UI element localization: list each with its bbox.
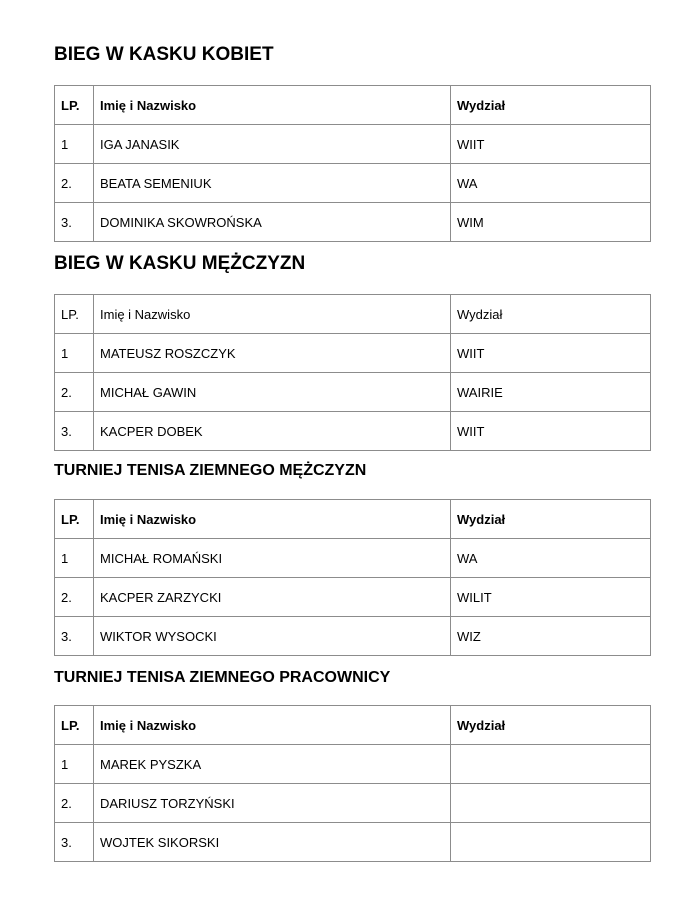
cell-faculty: WA bbox=[451, 539, 651, 578]
header-faculty: Wydział bbox=[451, 500, 651, 539]
cell-faculty bbox=[451, 784, 651, 823]
cell-name: MICHAŁ ROMAŃSKI bbox=[94, 539, 451, 578]
section-staff-tennis bbox=[54, 669, 650, 850]
cell-lp: 1 bbox=[55, 334, 94, 373]
section-title: BIEG W KASKU MĘŻCZYZN bbox=[54, 253, 306, 274]
table-row bbox=[55, 745, 651, 784]
table-row bbox=[55, 373, 651, 412]
section-men-helmet-run bbox=[54, 253, 650, 439]
cell-lp: 3. bbox=[55, 823, 94, 862]
cell-faculty: WIZ bbox=[451, 617, 651, 656]
cell-lp: 2. bbox=[55, 578, 94, 617]
table-row bbox=[55, 125, 651, 164]
cell-lp: 1 bbox=[55, 745, 94, 784]
cell-faculty: WAIRIE bbox=[451, 373, 651, 412]
results-table bbox=[54, 294, 651, 451]
header-name: Imię i Nazwisko bbox=[94, 295, 451, 334]
results-table bbox=[54, 85, 651, 242]
table-row bbox=[55, 412, 651, 451]
table-row bbox=[55, 203, 651, 242]
cell-name: BEATA SEMENIUK bbox=[94, 164, 451, 203]
cell-name: WIKTOR WYSOCKI bbox=[94, 617, 451, 656]
cell-name: IGA JANASIK bbox=[94, 125, 451, 164]
table-row bbox=[55, 334, 651, 373]
section-women-helmet-run bbox=[54, 44, 650, 230]
header-name: Imię i Nazwisko bbox=[94, 500, 451, 539]
section-title: BIEG W KASKU KOBIET bbox=[54, 44, 274, 65]
results-table bbox=[54, 705, 651, 862]
cell-name: MAREK PYSZKA bbox=[94, 745, 451, 784]
cell-name: DARIUSZ TORZYŃSKI bbox=[94, 784, 451, 823]
table-header-row bbox=[55, 295, 651, 334]
table-header-row bbox=[55, 86, 651, 125]
cell-lp: 2. bbox=[55, 164, 94, 203]
section-title: TURNIEJ TENISA ZIEMNEGO MĘŻCZYZN bbox=[54, 462, 367, 479]
table-row bbox=[55, 164, 651, 203]
cell-faculty: WIIT bbox=[451, 125, 651, 164]
cell-faculty: WIM bbox=[451, 203, 651, 242]
table-row bbox=[55, 617, 651, 656]
table-header-row bbox=[55, 500, 651, 539]
cell-faculty: WIIT bbox=[451, 412, 651, 451]
cell-name: DOMINIKA SKOWROŃSKA bbox=[94, 203, 451, 242]
cell-name: WOJTEK SIKORSKI bbox=[94, 823, 451, 862]
section-title: TURNIEJ TENISA ZIEMNEGO PRACOWNICY bbox=[54, 669, 391, 686]
section-men-tennis bbox=[54, 462, 650, 644]
header-faculty: Wydział bbox=[451, 706, 651, 745]
cell-faculty bbox=[451, 823, 651, 862]
cell-lp: 2. bbox=[55, 373, 94, 412]
results-table bbox=[54, 499, 651, 656]
table-header-row bbox=[55, 706, 651, 745]
cell-name: MATEUSZ ROSZCZYK bbox=[94, 334, 451, 373]
header-lp: LP. bbox=[55, 86, 94, 125]
table-row bbox=[55, 823, 651, 862]
cell-faculty: WA bbox=[451, 164, 651, 203]
cell-lp: 2. bbox=[55, 784, 94, 823]
cell-faculty: WIIT bbox=[451, 334, 651, 373]
header-name: Imię i Nazwisko bbox=[94, 706, 451, 745]
table-row bbox=[55, 784, 651, 823]
cell-name: KACPER ZARZYCKI bbox=[94, 578, 451, 617]
header-lp: LP. bbox=[55, 295, 94, 334]
cell-faculty: WILIT bbox=[451, 578, 651, 617]
cell-name: MICHAŁ GAWIN bbox=[94, 373, 451, 412]
header-faculty: Wydział bbox=[451, 295, 651, 334]
header-lp: LP. bbox=[55, 706, 94, 745]
cell-lp: 3. bbox=[55, 412, 94, 451]
cell-name: KACPER DOBEK bbox=[94, 412, 451, 451]
cell-lp: 1 bbox=[55, 125, 94, 164]
cell-lp: 3. bbox=[55, 203, 94, 242]
header-name: Imię i Nazwisko bbox=[94, 86, 451, 125]
header-lp: LP. bbox=[55, 500, 94, 539]
header-faculty: Wydział bbox=[451, 86, 651, 125]
table-row bbox=[55, 539, 651, 578]
cell-faculty bbox=[451, 745, 651, 784]
cell-lp: 3. bbox=[55, 617, 94, 656]
table-row bbox=[55, 578, 651, 617]
cell-lp: 1 bbox=[55, 539, 94, 578]
